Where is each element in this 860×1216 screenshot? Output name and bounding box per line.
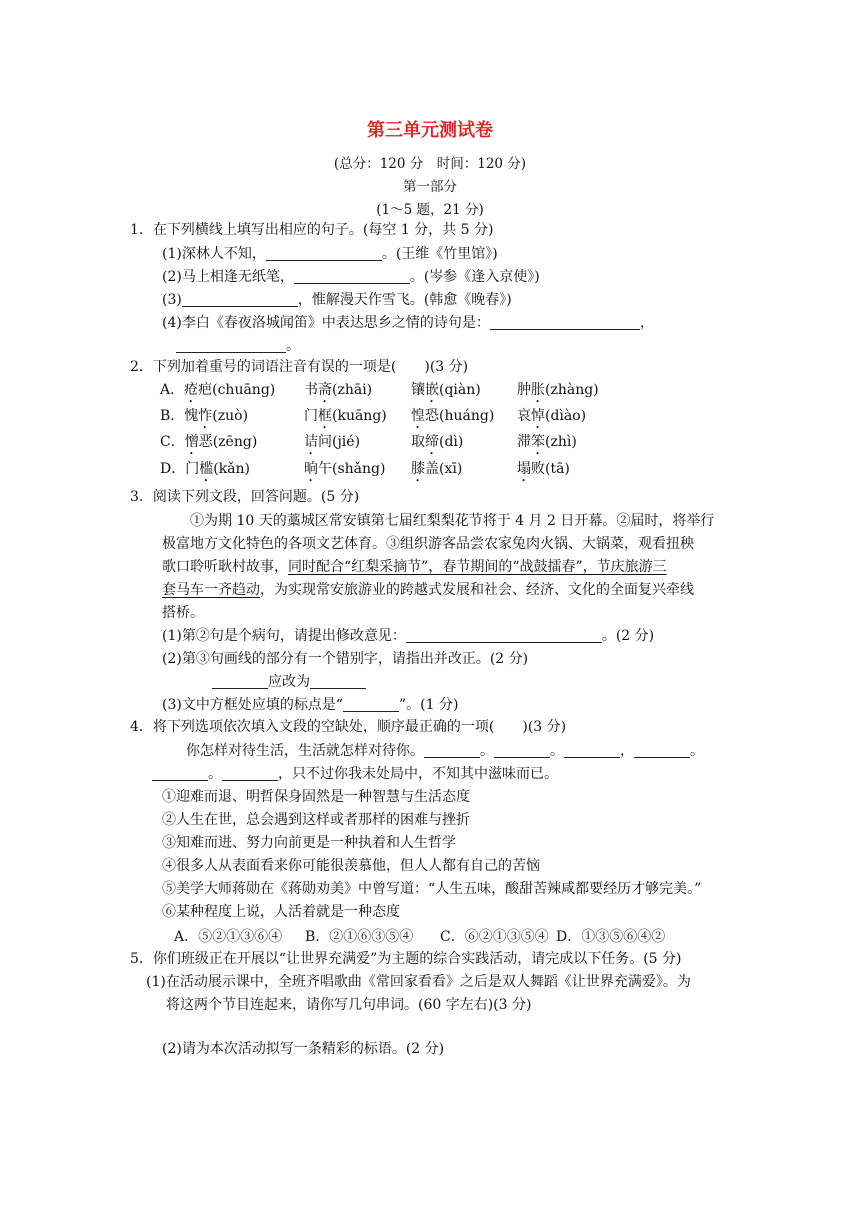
option-label: C． <box>160 434 185 450</box>
emphasis-char: 塌 <box>517 461 531 477</box>
q2-option-word: 晌午(shǎng) <box>304 461 386 477</box>
q1-item-3: (3) ，惟解漫天作雪飞。(韩愈《晚春》) <box>162 292 512 308</box>
q1-stem: 1．在下列横线上填写出相应的句子。(每空 1 分，共 5 分) <box>130 222 494 238</box>
answer-blank[interactable] <box>564 743 620 758</box>
answer-blank[interactable] <box>634 743 690 758</box>
answer-choice[interactable]: D．①③⑤⑥④② <box>556 929 666 945</box>
emphasis-char: 膝 <box>411 461 425 477</box>
q4-option-4: ④很多人从表面看来你可能很羡慕他，但人人都有自己的苦恼 <box>162 858 540 874</box>
q2-stem: 2．下列加着重号的词语注音有误的一项是( )(3 分) <box>130 359 469 375</box>
q2-option-word: 肿胀(zhàng) <box>517 382 599 398</box>
q5-sub-1: (1)在活动展示课中，全班齐唱歌曲《常回家看看》之后是双人舞蹈《让世界充满爱》。为 <box>146 974 691 990</box>
option-label: B． <box>160 408 185 424</box>
q4-stem: 4．将下列选项依次填入文段的空缺处，顺序最正确的一项( )(3 分) <box>130 719 567 735</box>
emphasis-char: 框 <box>318 408 332 424</box>
q2-option-word: C．憎恶(zēng) <box>160 434 258 450</box>
q5-sub-1-cont: 将这两个节目连起来，请你写几句串词。(60 字左右)(3 分) <box>166 997 532 1013</box>
emphasis-char: 疮 <box>184 382 199 398</box>
q3-passage-line-5: 搭桥。 <box>162 605 204 621</box>
emphasis-char: 惶 <box>411 408 425 424</box>
emphasis-char: 悼 <box>531 408 545 424</box>
answer-blank[interactable] <box>182 292 298 307</box>
q2-option-word: 镶嵌(qiàn) <box>411 382 481 398</box>
emphasis-char: 斋 <box>318 382 332 398</box>
q5-sub-2: (2)请为本次活动拟写一条精彩的标语。(2 分) <box>162 1041 445 1057</box>
q2-option-word: 惶恐(huáng) <box>411 408 495 424</box>
q4-option-3: ③知难而进、努力向前更是一种执着和人生哲学 <box>162 835 456 851</box>
q1-item-4-cont: 。 <box>176 337 300 355</box>
q3-sub-2: (2)第③句画线的部分有一个错别字，请指出并改正。(2 分) <box>162 651 529 667</box>
q2-option-word: 书斋(zhāi) <box>304 382 373 398</box>
q4-option-2: ②人生在世，总会遇到这样或者那样的困难与挫折 <box>162 812 470 828</box>
q4-option-1: ①迎难而退、明哲保身固然是一种智慧与生活态度 <box>162 789 470 805</box>
answer-choice[interactable]: A．⑤②①③⑥④ <box>174 929 283 945</box>
q2-option-word: 滞笨(zhì) <box>517 434 577 450</box>
emphasis-char: 怍 <box>198 408 213 424</box>
answer-choice[interactable]: C．⑥②①③⑤④ <box>440 929 549 945</box>
q4-passage-line-1: 你怎样对待生活，生活就怎样对待你。 。 。 ， 。 <box>186 743 704 759</box>
answer-blank[interactable] <box>494 743 550 758</box>
emphasis-char: 诘 <box>304 434 318 450</box>
answer-blank[interactable] <box>294 269 410 284</box>
page-title: 第三单元测试卷 <box>367 120 493 141</box>
answer-blank[interactable] <box>406 628 602 643</box>
underlined-text: 套马车一齐趋动 <box>162 582 260 598</box>
q2-option-word: B．愧怍(zuò) <box>160 408 249 424</box>
q2-option-word: D．门槛(kǎn) <box>160 461 251 477</box>
exam-meta: (总分：120 分 时间：120 分) <box>333 156 527 172</box>
answer-blank[interactable] <box>310 674 366 689</box>
q2-option-word: 哀悼(dìào) <box>517 408 587 424</box>
option-label: A． <box>160 382 185 398</box>
q4-option-5: ⑤美学大师蒋勋在《蒋勋劝美》中曾写道：“人生五味，酸甜苦辣咸都要经历才够完美。” <box>162 881 702 897</box>
answer-blank[interactable] <box>266 246 382 261</box>
underlined-text: 同时配合“红梨采摘节”，春节期间的“战鼓擂春”，节庆旅游三 <box>288 559 667 575</box>
answer-choice[interactable]: B．②①⑥③⑤④ <box>305 929 414 945</box>
answer-blank[interactable] <box>424 743 480 758</box>
q3-passage-line-2: 极富地方文化特色的各项文艺体育。③组织游客品尝农家兔肉火锅、大锅菜，观看扭秧 <box>162 536 694 552</box>
answer-blank[interactable] <box>343 697 399 712</box>
emphasis-char: 嵌 <box>425 382 439 398</box>
q3-passage-line-4: 套马车一齐趋动，为实现常安旅游业的跨越式发展和社会、经济、文化的全面复兴牵线 <box>162 582 694 598</box>
q3-stem: 3．阅读下列文段，回答问题。(5 分) <box>130 489 360 505</box>
q1-item-2: (2)马上相逢无纸笔， 。(岑参《逢入京使》) <box>162 269 540 285</box>
emphasis-char: 憎 <box>184 434 199 450</box>
q3-passage-line-3: 歌口聆听耿村故事，同时配合“红梨采摘节”，春节期间的“战鼓擂春”，节庆旅游三 <box>162 559 667 575</box>
answer-blank[interactable] <box>176 338 286 353</box>
q4-option-6: ⑥某种程度上说，人活着就是一种态度 <box>162 904 400 920</box>
answer-blank[interactable] <box>490 315 640 330</box>
q3-sub-1: (1)第②句是个病句，请提出修改意见： 。(2 分) <box>162 628 655 644</box>
q2-option-word: A．疮疤(chuāng) <box>160 382 276 398</box>
q2-option-word: 塌败(tā) <box>517 461 570 477</box>
q1-item-4: (4)李白《春夜洛城闻笛》中表达思乡之情的诗句是： ， <box>162 315 654 331</box>
q4-passage-line-2: 。 ，只不过你我未处局中，不知其中滋味而已。 <box>152 765 558 783</box>
q2-option-word: 门框(kuāng) <box>304 408 387 424</box>
q1-item-1: (1)深林人不知， 。(王维《竹里馆》) <box>162 246 498 262</box>
part-heading: 第一部分 <box>403 179 457 195</box>
q3-sub-2-answer: 应改为 <box>212 673 366 691</box>
q2-option-word: 取缔(dì) <box>411 434 464 450</box>
q2-option-word: 诘问(jié) <box>304 434 361 450</box>
answer-blank[interactable] <box>152 766 208 781</box>
emphasis-char: 晌 <box>304 461 318 477</box>
answer-blank[interactable] <box>212 674 268 689</box>
part-range: (1～5 题，21 分) <box>376 202 484 218</box>
q3-sub-3: (3)文中方框处应填的标点是“ ”。(1 分) <box>162 697 459 713</box>
q3-passage-line-1: ①为期 10 天的藁城区常安镇第七届红梨梨花节将于 4 月 2 日开幕。②届时，将举行 <box>190 513 715 529</box>
q2-option-word: 膝盖(xī) <box>411 461 463 477</box>
option-label: D． <box>160 461 186 477</box>
emphasis-char: 槛 <box>199 461 214 477</box>
emphasis-char: 胀 <box>531 382 545 398</box>
emphasis-char: 缔 <box>425 434 439 450</box>
answer-blank[interactable] <box>222 766 278 781</box>
emphasis-char: 笨 <box>531 434 545 450</box>
q5-stem: 5．你们班级正在开展以“让世界充满爱”为主题的综合实践活动，请完成以下任务。(5 分) <box>130 951 682 967</box>
